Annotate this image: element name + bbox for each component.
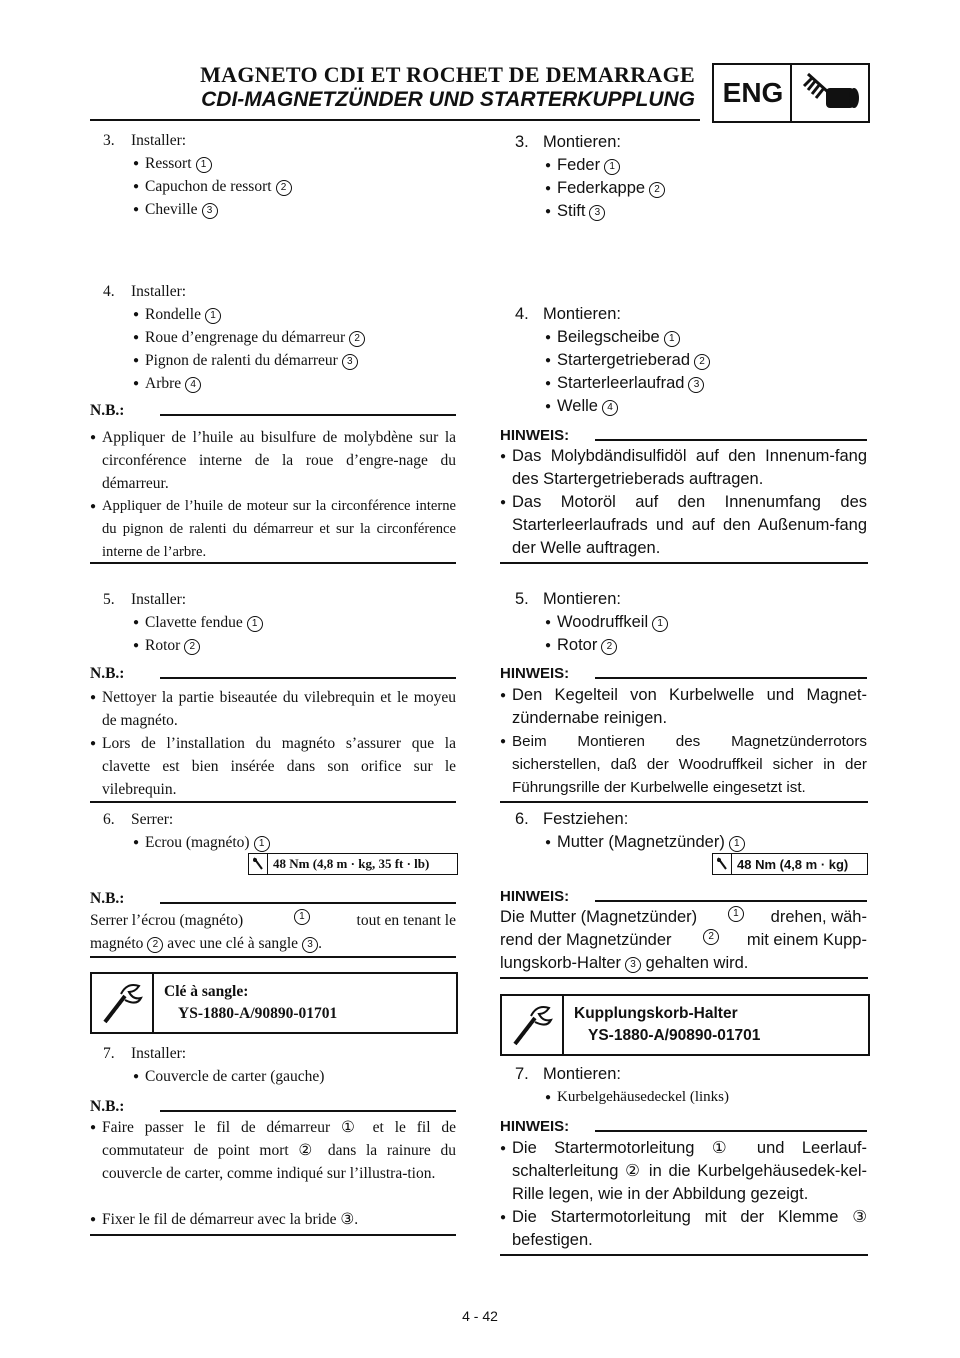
note-label: N.B.: bbox=[90, 665, 125, 682]
list-item: ● Beilegscheibe 1 bbox=[557, 326, 680, 349]
note-end-rule bbox=[500, 801, 868, 803]
note-bullet: ● Appliquer de l’huile au bisulfure de molybdène sur la circonférence interne de la roue d’engre-nage du démarreur. bbox=[90, 426, 456, 495]
note-bullet: ● Faire passer le fil de démarreur ① et le fil de commutateur de point mort ② dans la rainure du couvercle de carter, comme indiqué sur l’illustra-tion. bbox=[90, 1116, 456, 1185]
note-label: HINWEIS: bbox=[500, 665, 570, 682]
note-rule bbox=[160, 902, 456, 904]
step-6-action: Serrer: bbox=[131, 811, 174, 828]
note-label: N.B.: bbox=[90, 1098, 125, 1115]
note-paragraph: Serrer l’écrou (magnéto) 1 tout en tenant le magnéto 2 avec une clé à sangle 3 . bbox=[90, 911, 456, 952]
note-bullet: ● Die Startermotorleitung ① und Leerlauf-schalterleitung ② in die Kurbelgehäusedek-kel-Rille legen, wie in der Abbildung gezeigt. bbox=[500, 1137, 867, 1206]
list-item: ● Feder 1 bbox=[557, 154, 620, 177]
tool-number: YS-1880-A/90890-01701 bbox=[178, 1005, 338, 1022]
torque-spec bbox=[248, 853, 458, 875]
note-bullet: ● Lors de l’installation du magnéto s’assurer que la clavette est bien insérée dans son orifice sur le vilebrequin. bbox=[90, 732, 456, 801]
note-end-rule bbox=[500, 977, 868, 979]
note-bullet: ● Nettoyer la partie biseautée du vilebrequin et le moyeu de magnéto. bbox=[90, 686, 456, 732]
note-rule bbox=[595, 677, 867, 679]
note-end-rule bbox=[500, 562, 868, 564]
note-rule bbox=[595, 900, 867, 902]
tool-number: YS-1880-A/90890-01701 bbox=[588, 1027, 761, 1044]
note-rule bbox=[160, 414, 456, 416]
list-item: ● Clavette fendue 1 bbox=[145, 611, 263, 634]
note-bullet: ● Die Startermotorleitung mit der Klemme ③ befestigen. bbox=[500, 1206, 867, 1252]
step-3-action: Installer: bbox=[131, 132, 187, 149]
torque-spec bbox=[712, 853, 868, 875]
step-5-number: 5. bbox=[103, 591, 115, 608]
list-item: ● Welle 4 bbox=[557, 395, 618, 418]
list-item: ● Kurbelgehäusedeckel (links) bbox=[557, 1086, 729, 1109]
list-item: ● Cheville 3 bbox=[145, 198, 218, 221]
note-label: N.B.: bbox=[90, 890, 125, 907]
step-3-number: 3. bbox=[103, 132, 115, 149]
step-7-action: Installer: bbox=[131, 1045, 187, 1062]
list-item: ● Starterleerlaufrad 3 bbox=[557, 372, 704, 395]
list-item: ● Startergetrieberad 2 bbox=[557, 349, 710, 372]
step-7-number: 7. bbox=[103, 1045, 115, 1062]
list-item: ● Rotor 2 bbox=[145, 634, 200, 657]
step-4-number: 4. bbox=[515, 305, 529, 323]
strap-wrench-icon bbox=[502, 996, 564, 1054]
step-5-action: Montieren: bbox=[543, 590, 621, 608]
note-bullet: ● Beim Montieren des Magnetzünderrotors sicherstellen, daß der Woodruffkeil sicher in der Führungsrille der Kurbelwelle eingesetzt ist. bbox=[500, 730, 867, 799]
strap-wrench-icon bbox=[92, 974, 154, 1032]
list-item: ● Capuchon de ressort 2 bbox=[145, 175, 292, 198]
note-bullet: ● Fixer le fil de démarreur avec la bride ③. bbox=[90, 1208, 456, 1231]
note-rule bbox=[160, 1110, 456, 1112]
torque-value: 48 Nm (4,8 m · kg) bbox=[737, 856, 849, 872]
note-bullet: ● Appliquer de l’huile de moteur sur la circonférence interne du pignon de ralenti du démarreur et sur la circonférence interne de l’arbre. bbox=[90, 495, 456, 564]
torque-value: 48 Nm (4,8 m · kg, 35 ft · lb) bbox=[273, 856, 430, 871]
step-5-number: 5. bbox=[515, 590, 529, 608]
note-label: N.B.: bbox=[90, 402, 125, 419]
list-item: ● Rotor 2 bbox=[557, 634, 617, 657]
list-item: ● Federkappe 2 bbox=[557, 177, 665, 200]
step-5-action: Installer: bbox=[131, 591, 187, 608]
torque-wrench-icon bbox=[249, 854, 268, 874]
note-end-rule bbox=[90, 562, 456, 564]
note-rule bbox=[595, 1130, 867, 1132]
special-tool-box bbox=[90, 972, 458, 1034]
page-title-fr: MAGNETO CDI ET ROCHET DE DEMARRAGE bbox=[200, 62, 695, 87]
header-rule bbox=[90, 119, 700, 121]
step-7-number: 7. bbox=[515, 1065, 529, 1083]
list-item: ● Couvercle de carter (gauche) bbox=[145, 1065, 324, 1088]
page-title-de: CDI-MAGNETZÜNDER UND STARTERKUPPLUNG bbox=[201, 88, 695, 111]
list-item: ● Roue d’engrenage du démarreur 2 bbox=[145, 326, 365, 349]
list-item: ● Arbre 4 bbox=[145, 372, 201, 395]
step-6-number: 6. bbox=[103, 811, 115, 828]
list-item: ● Ressort 1 bbox=[145, 152, 212, 175]
list-item: ● Woodruffkeil 1 bbox=[557, 611, 668, 634]
note-end-rule bbox=[90, 956, 456, 958]
note-rule bbox=[160, 677, 456, 679]
list-item: ● Mutter (Magnetzünder) 1 bbox=[557, 831, 745, 854]
list-item: ● Rondelle 1 bbox=[145, 303, 221, 326]
note-end-rule bbox=[90, 1234, 456, 1236]
step-4-number: 4. bbox=[103, 283, 115, 300]
step-3-number: 3. bbox=[515, 133, 529, 151]
note-bullet: ● Den Kegelteil von Kurbelwelle und Magnet-zündernabe reinigen. bbox=[500, 684, 867, 730]
step-6-number: 6. bbox=[515, 810, 529, 828]
section-badge: ENG bbox=[712, 63, 792, 123]
note-paragraph: Die Mutter (Magnetzünder) 1 drehen, wäh- rend der Magnetzünder 2 mit einem Kupp- lungskorb-Halter 3 gehalten wird. bbox=[500, 908, 867, 972]
list-item: ● Stift 3 bbox=[557, 200, 605, 223]
step-7-action: Montieren: bbox=[543, 1065, 621, 1083]
note-end-rule bbox=[500, 1254, 868, 1256]
note-label: HINWEIS: bbox=[500, 1118, 570, 1135]
note-end-rule bbox=[90, 801, 456, 803]
note-bullet: ● Das Molybdändisulfidöl auf den Innenum-fang des Startergetrieberads auftragen. bbox=[500, 445, 867, 491]
torque-wrench-icon bbox=[713, 854, 732, 874]
note-label: HINWEIS: bbox=[500, 888, 570, 905]
step-6-action: Festziehen: bbox=[543, 810, 629, 828]
wrench-bolt-icon bbox=[790, 63, 870, 123]
tool-name: Clé à sangle: bbox=[164, 983, 249, 1000]
note-bullet: ● Das Motoröl auf den Innenumfang des Starterleerlaufrads und auf den Außenum-fang der Welle auftragen. bbox=[500, 491, 867, 560]
step-4-action: Installer: bbox=[131, 283, 187, 300]
tool-name: Kupplungskorb-Halter bbox=[574, 1005, 738, 1022]
special-tool-box bbox=[500, 994, 870, 1056]
step-3-action: Montieren: bbox=[543, 133, 621, 151]
list-item: ● Pignon de ralenti du démarreur 3 bbox=[145, 349, 358, 372]
list-item: ● Ecrou (magnéto) 1 bbox=[145, 831, 270, 854]
note-label: HINWEIS: bbox=[500, 427, 570, 444]
page-number: 4 - 42 bbox=[462, 1308, 498, 1324]
step-4-action: Montieren: bbox=[543, 305, 621, 323]
note-rule bbox=[595, 439, 867, 441]
